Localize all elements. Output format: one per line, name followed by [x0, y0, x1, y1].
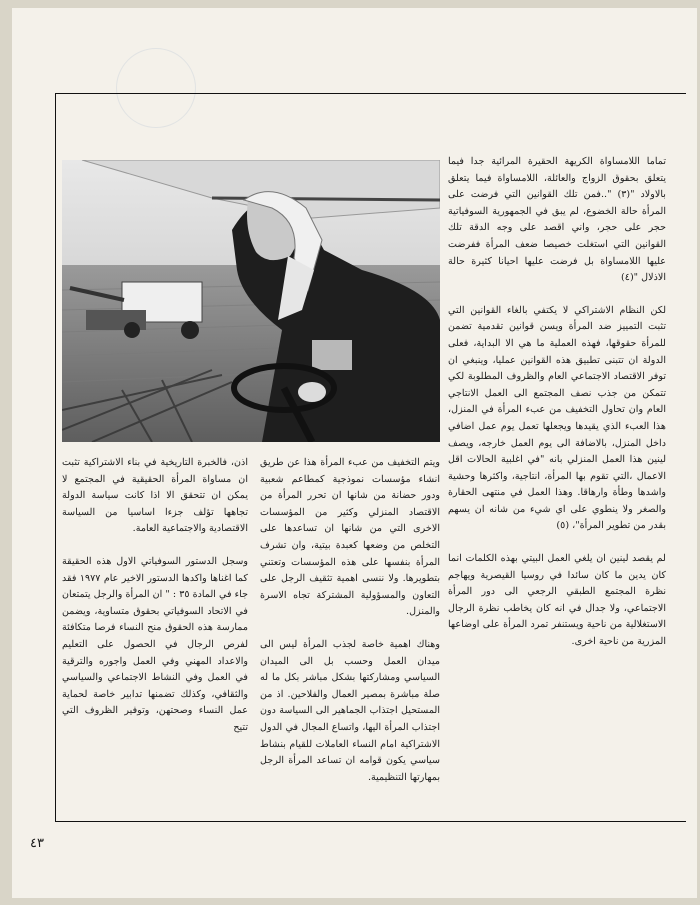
paragraph: لم يقصد لينين ان يلغي العمل البيتي بهذه الكلمات انما كان يدين ما كان سائدا في روسيا القيصرية ويهاجم نظرة المجتمع الطبقي الرجعي الى دور المرأة الاجتماعي، ولا جدال في انه كان يخاطب نظرة الرجال الاستغلالية من ناحية ويستنفر تمرد المرأة على اوضاعها المزرية من ناحية اخرى. — [448, 553, 666, 648]
paragraph: ويتم التخفيف من عبء المرأة هذا عن طريق انشاء مؤسسات نموذجية كمطاعم شعبية ودور حضانة من شانها ان تحرر المرأة من الاقتصاد المنزلي وكثير من المؤسسات الاخرى التي من شانها ان تساعدها على التخلص من وضعها كعبدة بيتية، وان تشرف المرأة بنفسها على هذه المؤسسات وتعتني بتطويرها. ولا ننسى اهمية تثقيف الرجل على التعاون والمسؤولية المشتركة تجاه الاسرة والمنزل. — [260, 457, 440, 618]
article-photo — [62, 160, 440, 442]
article-column-left — [62, 455, 248, 737]
paragraph: وسجل الدستور السوفياتي الاول هذه الحقيقة كما اغناها واكدها الدستور الاخير عام ١٩٧٧ فقد جاء في المادة ٣٥ : " ان المرأة والرجل يتمتعان في الاتحاد السوفياتي بحقوق متساوية، ويضمن ممارسة هذه الحقوق منح النساء فرصا متكافئة لفرص الرجال في الحصول على التعليم والاعداد المهني وفي العمل واجوره والترقية في العمل وفي النشاط الاجتماعي والسياسي والثقافي، وكذلك تضمنها تدابير خاصة لحماية عمل النساء وصحتهن، وتوفير الظروف التي تتيح — [62, 555, 248, 733]
paragraph: وهناك اهمية خاصة لجذب المرأة ليس الى ميدان العمل وحسب بل الى الميدان السياسي ومشاركتها بشكل مباشر بكل ما له صلة مباشرة بمصير العمال والفلاحين. اذ من المستحيل اجتذاب الجماهير الى السياسة دون اجتذاب المرأة اليها، واتساع المجال في الدول الاشتراكية امام النساء العاملات للقيام بنشاط سياسي يكون قوامه ان تساعد المرأة الرجل بمهارتها التنظيمية. — [260, 638, 440, 783]
paragraph: لكن النظام الاشتراكي لا يكتفي بالغاء القوانين التي تثبت التمييز ضد المرأة ويسن قوانين تقدمية تضمن للمرأة حقوقها، فهذه العملية ما هي الا البداية، فعلى الدولة ان تتبنى تطبيق هذه القوانين عمليا، وينبغي ان توفر الاقتصاد الاجتماعي العام والظروف المطلوبة لكي تتمكن من جذب نصف المجتمع الى العمل الانتاجي العام وان تحاول التخفيف من عبء المرأة في المنزل، هذا العبء الذي يقيدها ويجعلها تعمل يوم عمل اضافي داخل المنزل، بالاضافة الى يوم العمل خارجه، ويصف لينين هذا العمل المنزلي بانه "في اغلبية الحالات اقل الاعمال ،التي تقوم بها المرأة، انتاجية، واكثرها وحشية واشدها وطأة وارهاقا. وهذا العمل في منتهى الحقارة والصغر ولا ينطوي على اي شيء من شانه ان يسهم بقدر من تطوير المرأة"، (٥) — [448, 304, 666, 532]
paragraph: تماما اللامساواة الكريهة الحقيرة المرائية جدا فيما يتعلق بحقوق الزواج والعائلة، اللامساواة فيما يتعلق بالاولاد "(٣) "..فمن تلك القوانين التي فرضت على المرأة حالة الخضوع، لم يبق في الجمهورية السوفياتية حجر على حجر، واني اقصد على وجه الدقة تلك القوانين التي استغلت خصيصا ضعف المرأة ففرضت عليها اللامساواة بل فرضت عليها احيانا كثيرة حالة الاذلال "(٤) — [448, 156, 666, 284]
page-number: ٤٣ — [30, 836, 44, 851]
article-column-middle — [260, 455, 440, 786]
paragraph: اذن، فالخبرة التاريخية في بناء الاشتراكية تثبت ان مساواة المرأة الحقيقية في المجتمع لا يمكن ان تتحقق الا اذا كانت سياسة الدولة تجاهها تؤلف جزءا اساسيا من السياسة الاقتصادية والاجتماعية العامة. — [62, 457, 248, 535]
article-column-right — [448, 154, 666, 651]
harvester-photo-illustration — [62, 160, 440, 442]
